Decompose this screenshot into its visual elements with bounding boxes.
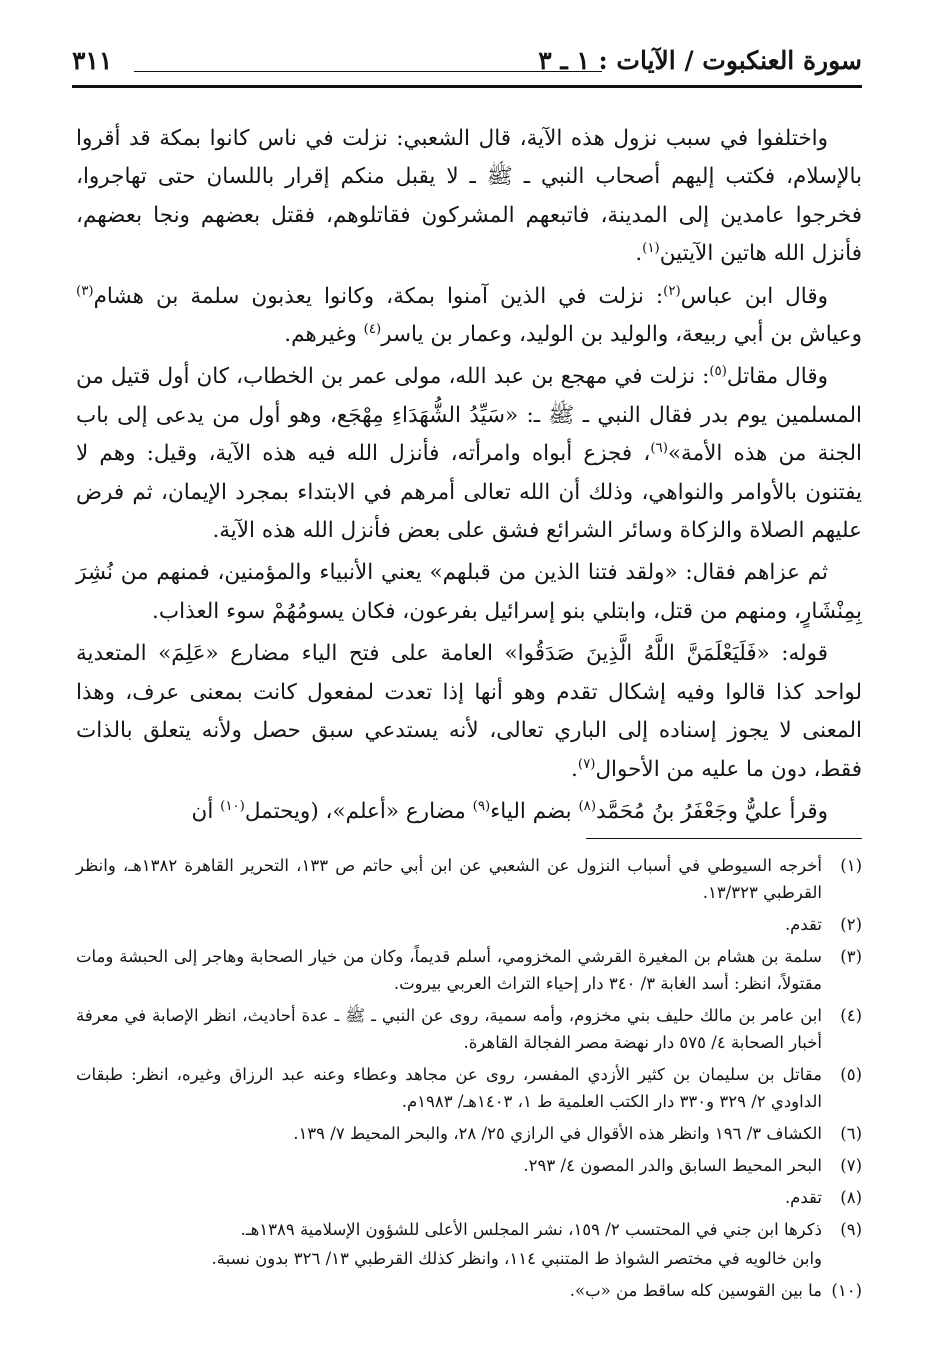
footnote-number: (٨) <box>840 1188 862 1207</box>
page-number: ٣١١ <box>72 46 113 75</box>
footnote-number: (١٠) <box>831 1281 862 1300</box>
footnote <box>76 1002 862 1056</box>
footnote <box>76 1216 862 1243</box>
footnote-number: (٦) <box>840 1124 862 1143</box>
footnote-ref: (١) <box>642 241 660 257</box>
footnote-ref: (٤) <box>363 321 382 337</box>
footnote-text: سلمة بن هشام بن المغيرة القرشي المخزومي، أسلم قديماً، وكان من خيار الصحابة وهاجر إلى الحبشة ومات مقتولاً، انظر: أسد الغابة ٣/ ٣٤٠ دار إحياء التراث العربي بيروت. <box>76 947 822 993</box>
footnote-number: (٤) <box>840 1006 862 1025</box>
footnote-text: ما بين القوسين كله ساقط من «ب». <box>569 1281 822 1300</box>
footnote-ref: (٢) <box>663 283 681 299</box>
footnote-text: البحر المحيط السابق والدر المصون ٤/ ٢٩٣. <box>523 1156 822 1175</box>
footnote-text: أخرجه السيوطي في أسباب النزول عن الشعبي عن ابن أبي حاتم ص ١٣٣، التحرير القاهرة ١٣٨٢هـ، وانظر القرطبي ١٣/٣٢٣. <box>76 856 822 902</box>
footnote-ref: (٧) <box>577 756 596 772</box>
footnote-number: (٥) <box>840 1065 862 1084</box>
paragraph: ثم عزاهم فقال: «ولقد فتنا الذين من قبلهم» يعني الأنبياء والمؤمنين، فمنهم من نُشِرَ بِمِنْشَارٍ، ومنهم من قتل، وابتلي بنو إسرائيل بفرعون، فكان يسومُهُمْ سوء العذاب. <box>76 560 862 624</box>
footnote-ref: (٣) <box>76 283 94 299</box>
footnote-ref: (٨) <box>578 798 597 814</box>
paragraph: واختلفوا في سبب نزول هذه الآية، قال الشعبي: نزلت في ناس كانوا بمكة قد أقروا بالإسلام، فكتب إليهم أصحاب النبي ـ ﷺ ـ لا يقبل منكم إقرار باللسان حتى تهاجروا، فخرجوا عامدين إلى المدينة، فاتبعهم المشركون فقاتلوهم، فقتل بعضهم ونجا بعضهم، فأنزل الله هاتين الآيتين$^{(١)}$. <box>76 126 862 267</box>
footnote-ref: (٥) <box>709 364 727 380</box>
footnote-number: (٢) <box>840 915 862 934</box>
footnote <box>76 1277 862 1304</box>
footnote-text: الكشاف ٣/ ١٩٦ وانظر هذه الأقوال في الرازي ٢٥/ ٢٨، والبحر المحيط ٧/ ١٣٩. <box>293 1124 822 1143</box>
footnote-ref: (٩) <box>472 798 491 814</box>
footnote <box>76 911 862 938</box>
footnote-text: مقاتل بن سليمان بن كثير الأزدي المفسر، روى عن مجاهد وعطاء وعنه عبد الرزاق وغيره، انظر: طبقات الداودي ٢/ ٣٢٩ و٣٣٠ دار الكتب العلمية ط ١، ١٤٠٣هـ/ ١٩٨٣م. <box>76 1065 822 1111</box>
paragraph: قوله: «فَلَيَعْلَمَنَّ اللَّهُ الَّذِينَ صَدَقُوا» العامة على فتح الياء مضارع «عَلِمَ» المتعدية لواحد كذا قالوا وفيه إشكال تقدم وهو أنها إذا تعدت لمفعول كانت بمعنى عرف، وهذا المعنى لا يجوز إسناده إلى الباري تعالى، لأنه يستدعي سبق حصل ولأنه يتعلق بالذات فقط، دون ما عليه من الأحوال$^{(٧)}$. <box>76 641 862 782</box>
footnote-number: (٣) <box>840 947 862 966</box>
footnote <box>76 1152 862 1179</box>
footnote <box>76 1120 862 1147</box>
footnote-ref: (١٠) <box>220 798 245 814</box>
footnote-number: (٩) <box>840 1220 862 1239</box>
paragraph: وقال ابن عباس$^{(٢)}$: نزلت في الذين آمنوا بمكة، وكانوا يعذبون سلمة بن هشام$^{(٣)}$ وعياش بن أبي ربيعة، والوليد بن الوليد، وعمار بن ياسر$^{(٤)}$ وغيرهم. <box>76 283 862 348</box>
header-rule <box>72 85 862 88</box>
footnote-continuation: وابن خالويه في مختصر الشواذ ط المتنبي ١١٤، وانظر كذلك القرطبي ١٣/ ٣٢٦ بدون نسبة. <box>211 1249 822 1268</box>
footnote-text: تقدم. <box>784 915 822 934</box>
footnote <box>76 852 862 906</box>
footnote-text: ابن عامر بن مالك حليف بني مخزوم، وأمه سمية، روى عن النبي ـ ﷺ ـ عدة أحاديث، انظر الإصابة في معرفة أخبار الصحابة ٤/ ٥٧٥ دار نهضة مصر الفجالة القاهرة. <box>76 1006 822 1052</box>
main-text <box>76 120 862 835</box>
footnote <box>76 1184 862 1211</box>
footnote-text: ذكرها ابن جني في المحتسب ٢/ ١٥٩، نشر المجلس الأعلى للشؤون الإسلامية ١٣٨٩هـ. <box>240 1220 822 1239</box>
footnote <box>76 943 862 997</box>
paragraph: وقرأ عليٌّ وجَعْفَرُ بنُ مُحَمَّد$^{(٨)}$ بضم الياء$^{(٩)}$ مضارع «أعلم»، (ويحتمل$^{(١٠)}$ أن <box>191 798 828 824</box>
footnote-ref: (٦) <box>650 441 668 457</box>
running-title: سورة العنكبوت / الآيات : ١ ـ ٣ <box>538 46 862 75</box>
footnote-text: تقدم. <box>784 1188 822 1207</box>
header-leader-line <box>134 71 602 72</box>
footnote-number: (١) <box>840 856 862 875</box>
page-header <box>72 46 862 88</box>
footnotes <box>76 852 862 1309</box>
footnote-separator <box>586 838 862 839</box>
footnote <box>76 1061 862 1115</box>
paragraph: وقال مقاتل$^{(٥)}$: نزلت في مهجع بن عبد الله، مولى عمر بن الخطاب، كان أول قتيل من المسلمين يوم بدر فقال النبي ـ ﷺ ـ: «سَيِّدُ الشُّهَدَاءِ مِهْجَع، وهو أول من يدعى إلى باب الجنة من هذه الأمة»$^{(٦)}$، فجزع أبواه وامرأته، فأنزل الله فيه هذه الآية، وقيل: وهم لا يفتنون بالأوامر والنواهي، وذلك أن الله تعالى أمرهم في الابتداء بمجرد الإيمان، ثم فرض عليهم الصلاة والزكاة وسائر الشرائع فشق على بعض فأنزل الله هذه الآية. <box>76 364 863 544</box>
footnote-number: (٧) <box>840 1156 862 1175</box>
